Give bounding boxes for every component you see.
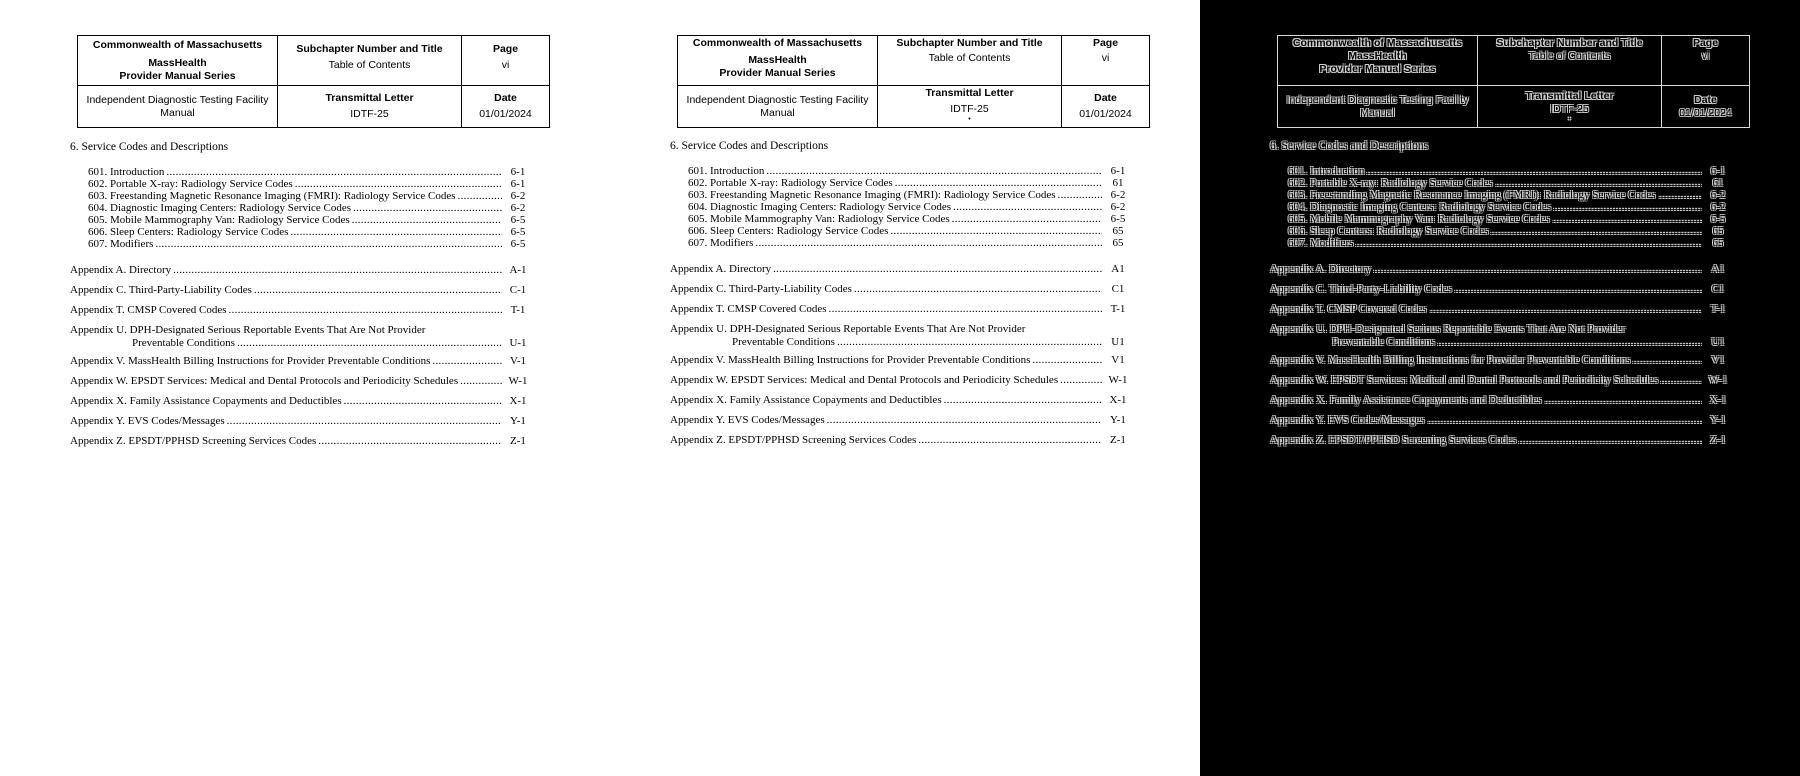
leader-dots [458,190,502,203]
program-name: MassHealth [148,56,207,69]
series-name: Provider Manual Series [719,67,836,79]
appendix-item [670,374,1132,387]
org-name: Commonwealth of Massachusetts [1292,37,1463,49]
toc-item-label: 604. Diagnostic Imaging Centers: Radiology Service Codes [688,201,952,213]
toc-item-page: 6-5 [1710,213,1726,225]
appendix-item [70,355,532,368]
appendix-label: Appendix W. EPSDT Services: Medical and Dental Protocols and Periodicity Schedules [670,374,1059,386]
leader-dots [1495,177,1702,190]
toc-item-page: 6-2 [1110,189,1126,201]
toc-item-page: 65 [1712,225,1724,237]
bullet-mark: • [968,116,971,123]
appendix-label-line1 [670,323,1025,336]
toc-item-page: 61 [1712,177,1724,189]
appendix-label: Appendix C. Third-Party-Liability Codes [1270,283,1452,295]
appendix-item [1270,263,1732,276]
toc-item-page: 6-1 [1110,165,1126,177]
header-table [77,35,550,128]
leader-dots [952,213,1102,226]
appendix-label: Appendix Z. EPSDT/PPHSD Screening Services Codes [70,435,317,447]
leader-dots [1490,225,1702,238]
date-value: 01/01/2024 [1079,108,1132,120]
appendix-label: Appendix T. CMSP Covered Codes [670,303,827,315]
page-value: vi [501,59,510,71]
toc-item [688,201,1132,214]
appendix-label: Appendix U. DPH-Designated Serious Reportable Events That Are Not Provider [70,324,426,336]
manual-cell [1278,86,1478,128]
transmittal-label: Transmittal Letter [1525,89,1614,102]
manual-name: Independent Diagnostic Testing Facility Manual [686,93,869,119]
appendix-label: Appendix Y. EVS Codes/Messages [670,414,825,426]
leader-dots [344,395,502,408]
leader-dots [237,337,502,350]
appendix-page: T-1 [510,304,526,316]
appendix-label: Appendix Z. EPSDT/PPHSD Screening Services Codes [670,434,917,446]
leader-dots [1427,414,1702,427]
toc-item [688,237,1132,250]
series-name: Provider Manual Series [1319,63,1436,75]
leader-dots [755,237,1102,250]
toc-item-page: 6-2 [1110,201,1126,213]
appendix-page: U1 [1711,336,1725,348]
appendix-item [732,336,1132,349]
appendix-page: U-1 [509,337,527,349]
leader-dots [1658,189,1702,202]
header-table [677,35,1150,128]
toc-item-page: 6-5 [510,214,526,226]
document-page-overlay [1200,0,1800,776]
toc-item [1288,177,1732,190]
leader-dots [352,214,502,227]
page-cell [1662,36,1750,86]
date-label: Date [1094,92,1117,104]
appendix-item [70,435,532,448]
leader-dots [944,394,1102,407]
toc-item [88,226,532,239]
appendix-label-cont: Preventable Conditions [1332,336,1435,348]
leader-dots [1544,394,1702,407]
leader-dots [1373,263,1702,276]
leader-dots [460,375,502,388]
appendix-label: Appendix T. CMSP Covered Codes [70,304,227,316]
manual-cell [678,86,878,128]
appendix-label: Appendix A. Directory [70,264,172,276]
appendix-item [1270,303,1732,316]
document-page-reconstructed [600,0,1200,776]
toc-item [1288,237,1732,250]
bullet-mark: • [1568,115,1571,123]
leader-dots [1660,374,1702,387]
transmittal-value: IDTF-25 [950,103,989,115]
toc-item-page: 65 [1112,237,1124,249]
appendix-page: C1 [1711,283,1725,295]
appendix-page: Y-1 [510,415,526,427]
toc-item [688,177,1132,190]
page-label: Page [1692,37,1719,49]
appendix-label: Appendix W. EPSDT Services: Medical and Dental Protocols and Periodicity Schedules [70,375,459,387]
appendix-page: Z-1 [1110,434,1126,446]
appendix-item [1270,283,1732,296]
date-label: Date [1694,93,1717,106]
appendix-label: Appendix V. MassHealth Billing Instructions for Provider Preventable Conditions [1270,354,1631,366]
appendix-item [670,263,1132,276]
toc-item [88,202,532,215]
date-value: 01/01/2024 [479,108,532,120]
leader-dots [1429,303,1702,316]
appendix-page: Z-1 [510,435,526,447]
page-cell [462,36,550,86]
toc-item [88,238,532,251]
toc-item [88,178,532,191]
header-org-cell [678,36,878,86]
toc-item [88,214,532,227]
appendix-label-line1 [1270,323,1625,336]
toc-item-page: 65 [1112,225,1124,237]
appendix-item [1270,394,1732,407]
appendix-label-cont: Preventable Conditions [732,336,835,348]
appendix-label: Appendix W. EPSDT Services: Medical and Dental Protocols and Periodicity Schedules [1270,374,1659,386]
appendix-label: Appendix Z. EPSDT/PPHSD Screening Services Codes [1270,434,1517,446]
header-org-cell [78,36,278,86]
appendix-label-line1 [70,324,425,337]
appendix-page: X-1 [509,395,527,407]
appendix-label: Appendix Y. EVS Codes/Messages [70,415,225,427]
appendix-label: Appendix U. DPH-Designated Serious Reportable Events That Are Not Provider [1270,323,1626,335]
appendix-page: C-1 [509,284,527,296]
date-cell [462,86,550,128]
subchapter-value: Table of Contents [328,59,411,71]
appendix-label: Appendix X. Family Assistance Copayments and Deductibles [1270,394,1542,406]
appendix-item [670,354,1132,367]
toc-item-page: 6-2 [510,202,526,214]
appendix-item [670,303,1132,316]
appendix-label-cont: Preventable Conditions [132,337,235,349]
date-cell [1662,86,1750,128]
toc-item-label: 603. Freestanding Magnetic Resonance Imaging (FMRI): Radiology Service Codes [1288,189,1656,201]
program-name: MassHealth [748,54,807,66]
appendix-item [70,284,532,297]
leader-dots [432,355,502,368]
appendix-item [1270,374,1732,387]
appendix-item [70,375,532,388]
leader-dots [318,435,502,448]
appendix-label: Appendix V. MassHealth Billing Instructions for Provider Preventable Conditions [70,355,431,367]
section-title: 6. Service Codes and Descriptions [1270,140,1429,152]
toc-item-page: 6-1 [510,178,526,190]
header-table [1277,35,1750,128]
appendix-item [670,283,1132,296]
subchapter-label: Subchapter Number and Title [296,43,443,55]
toc-item-label: 605. Mobile Mammography Van: Radiology Service Codes [1288,213,1550,225]
appendix-item [670,434,1132,447]
appendix-page: X-1 [1709,394,1727,406]
toc-item-page: 6-5 [510,238,526,250]
leader-dots [1032,354,1102,367]
document-page-original [0,0,600,776]
appendix-page: W-1 [1108,374,1128,386]
toc-item-label: 606. Sleep Centers: Radiology Service Codes [1288,225,1489,237]
date-value: 01/01/2024 [1679,106,1732,119]
toc-item [1288,189,1732,202]
leader-dots [918,434,1102,447]
toc-item [1288,165,1732,178]
leader-dots [953,201,1102,214]
toc-item-label: 607. Modifiers [688,237,754,249]
toc-item-label: 604. Diagnostic Imaging Centers: Radiology Service Codes [88,202,352,214]
program-name: MassHealth [1348,50,1407,62]
transmittal-value: IDTF-25 [1550,102,1589,115]
appendix-page: T-1 [1710,303,1726,315]
subchapter-cell [1478,36,1662,86]
appendix-page: A1 [1111,263,1125,275]
toc-item [688,165,1132,178]
leader-dots [295,178,502,191]
appendix-label: Appendix C. Third-Party-Liability Codes [70,284,252,296]
toc-item-label: 605. Mobile Mammography Van: Radiology Service Codes [688,213,950,225]
leader-dots [827,414,1102,427]
date-label: Date [494,92,517,104]
leader-dots [1518,434,1702,447]
appendix-item [1270,434,1732,447]
transmittal-cell [878,86,1062,128]
leader-dots [229,304,502,317]
toc-item-label: 607. Modifiers [88,238,154,250]
toc-item-page: 6-1 [1710,165,1726,177]
appendix-page: V-1 [509,355,527,367]
toc-item [88,166,532,179]
subchapter-cell [278,36,462,86]
transmittal-value: IDTF-25 [350,108,389,120]
toc-item-label: 605. Mobile Mammography Van: Radiology Service Codes [88,214,350,226]
leader-dots [837,336,1102,349]
toc-item-label: 604. Diagnostic Imaging Centers: Radiology Service Codes [1288,201,1552,213]
toc-item-label: 602. Portable X-ray: Radiology Service Codes [88,178,293,190]
appendix-item [1332,336,1732,349]
appendix-page: A-1 [509,264,527,276]
toc-item-page: 6-2 [1710,189,1726,201]
toc-item-page: 6-5 [1110,213,1126,225]
series-name: Provider Manual Series [119,69,236,82]
leader-dots [155,238,502,251]
toc-item-label: 606. Sleep Centers: Radiology Service Codes [88,226,289,238]
appendix-label: Appendix C. Third-Party-Liability Codes [670,283,852,295]
leader-dots [1454,283,1702,296]
toc-item-label: 603. Freestanding Magnetic Resonance Imaging (FMRI): Radiology Service Codes [688,189,1056,201]
toc-item-label: 601. Introduction [1288,165,1365,177]
appendix-label: Appendix Y. EVS Codes/Messages [1270,414,1425,426]
toc-item [1288,201,1732,214]
leader-dots [1060,374,1102,387]
appendix-page: W-1 [1708,374,1728,386]
transmittal-label: Transmittal Letter [925,87,1014,99]
date-cell [1062,86,1150,128]
leader-dots [353,202,502,215]
page-label: Page [492,43,519,55]
appendix-label: Appendix X. Family Assistance Copayments and Deductibles [670,394,942,406]
appendix-label: Appendix A. Directory [1270,263,1372,275]
appendix-label: Appendix T. CMSP Covered Codes [1270,303,1427,315]
manual-name: Independent Diagnostic Testing Facility Manual [86,93,269,119]
toc-item-label: 602. Portable X-ray: Radiology Service Codes [1288,177,1493,189]
toc-item [688,213,1132,226]
appendix-item [670,414,1132,427]
leader-dots [254,284,502,297]
org-name: Commonwealth of Massachusetts [92,38,263,51]
page-value: vi [1101,52,1110,64]
appendix-label: Appendix A. Directory [670,263,772,275]
manual-name: Independent Diagnostic Testing Facility Manual [1286,93,1469,119]
leader-dots [766,165,1102,178]
leader-dots [1437,336,1702,349]
appendix-page: C1 [1111,283,1125,295]
toc-item-page: 6-1 [510,166,526,178]
toc-item-page: 6-2 [510,190,526,202]
appendix-page: W-1 [508,375,528,387]
leader-dots [1553,201,1702,214]
appendix-page: U1 [1111,336,1125,348]
section-title: 6. Service Codes and Descriptions [70,141,229,153]
toc-item-page: 61 [1112,177,1124,189]
appendix-item [70,395,532,408]
leader-dots [173,264,502,277]
leader-dots [854,283,1102,296]
appendix-page: T-1 [1110,303,1126,315]
appendix-item [132,337,532,350]
manual-cell [78,86,278,128]
leader-dots [166,166,502,179]
subchapter-cell [878,36,1062,86]
toc-item-page: 6-5 [510,226,526,238]
leader-dots [890,225,1102,238]
toc-item-label: 601. Introduction [688,165,765,177]
page-cell [1062,36,1150,86]
org-name: Commonwealth of Massachusetts [692,37,863,49]
subchapter-value: Table of Contents [1528,50,1611,62]
leader-dots [829,303,1102,316]
toc-item-label: 607. Modifiers [1288,237,1354,249]
leader-dots [1058,189,1102,202]
page-label: Page [1092,37,1119,49]
toc-item [688,189,1132,202]
toc-item [688,225,1132,238]
appendix-item [1270,354,1732,367]
appendix-page: Y-1 [1110,414,1126,426]
toc-item [88,190,532,203]
appendix-item [70,415,532,428]
leader-dots [1355,237,1702,250]
header-org-cell [1278,36,1478,86]
appendix-label: Appendix U. DPH-Designated Serious Reportable Events That Are Not Provider [670,323,1026,335]
toc-item-label: 602. Portable X-ray: Radiology Service Codes [688,177,893,189]
toc-item-label: 606. Sleep Centers: Radiology Service Codes [688,225,889,237]
appendix-item [70,264,532,277]
leader-dots [1366,165,1702,178]
appendix-page: Y-1 [1710,414,1726,426]
subchapter-value: Table of Contents [928,52,1011,64]
leader-dots [227,415,502,428]
page-value: vi [1701,50,1710,62]
leader-dots [895,177,1102,190]
transmittal-label: Transmittal Letter [325,92,414,104]
toc-item-page: 65 [1712,237,1724,249]
appendix-label: Appendix X. Family Assistance Copayments and Deductibles [70,395,342,407]
section-title: 6. Service Codes and Descriptions [670,140,829,152]
appendix-page: X-1 [1109,394,1127,406]
leader-dots [773,263,1102,276]
appendix-page: V1 [1111,354,1125,366]
appendix-label: Appendix V. MassHealth Billing Instructions for Provider Preventable Conditions [670,354,1031,366]
appendix-item [1270,414,1732,427]
toc-item [1288,225,1732,238]
leader-dots [1552,213,1702,226]
leader-dots [290,226,502,239]
appendix-page: Z-1 [1710,434,1726,446]
transmittal-cell [278,86,462,128]
appendix-item [670,394,1132,407]
toc-item [1288,213,1732,226]
toc-item-page: 6-2 [1710,201,1726,213]
subchapter-label: Subchapter Number and Title [896,37,1043,49]
toc-item-label: 603. Freestanding Magnetic Resonance Imaging (FMRI): Radiology Service Codes [88,190,456,202]
subchapter-label: Subchapter Number and Title [1496,37,1643,49]
appendix-page: V1 [1711,354,1725,366]
appendix-item [70,304,532,317]
transmittal-cell [1478,86,1662,128]
leader-dots [1632,354,1702,367]
appendix-page: A1 [1711,263,1725,275]
toc-item-label: 601. Introduction [88,166,165,178]
